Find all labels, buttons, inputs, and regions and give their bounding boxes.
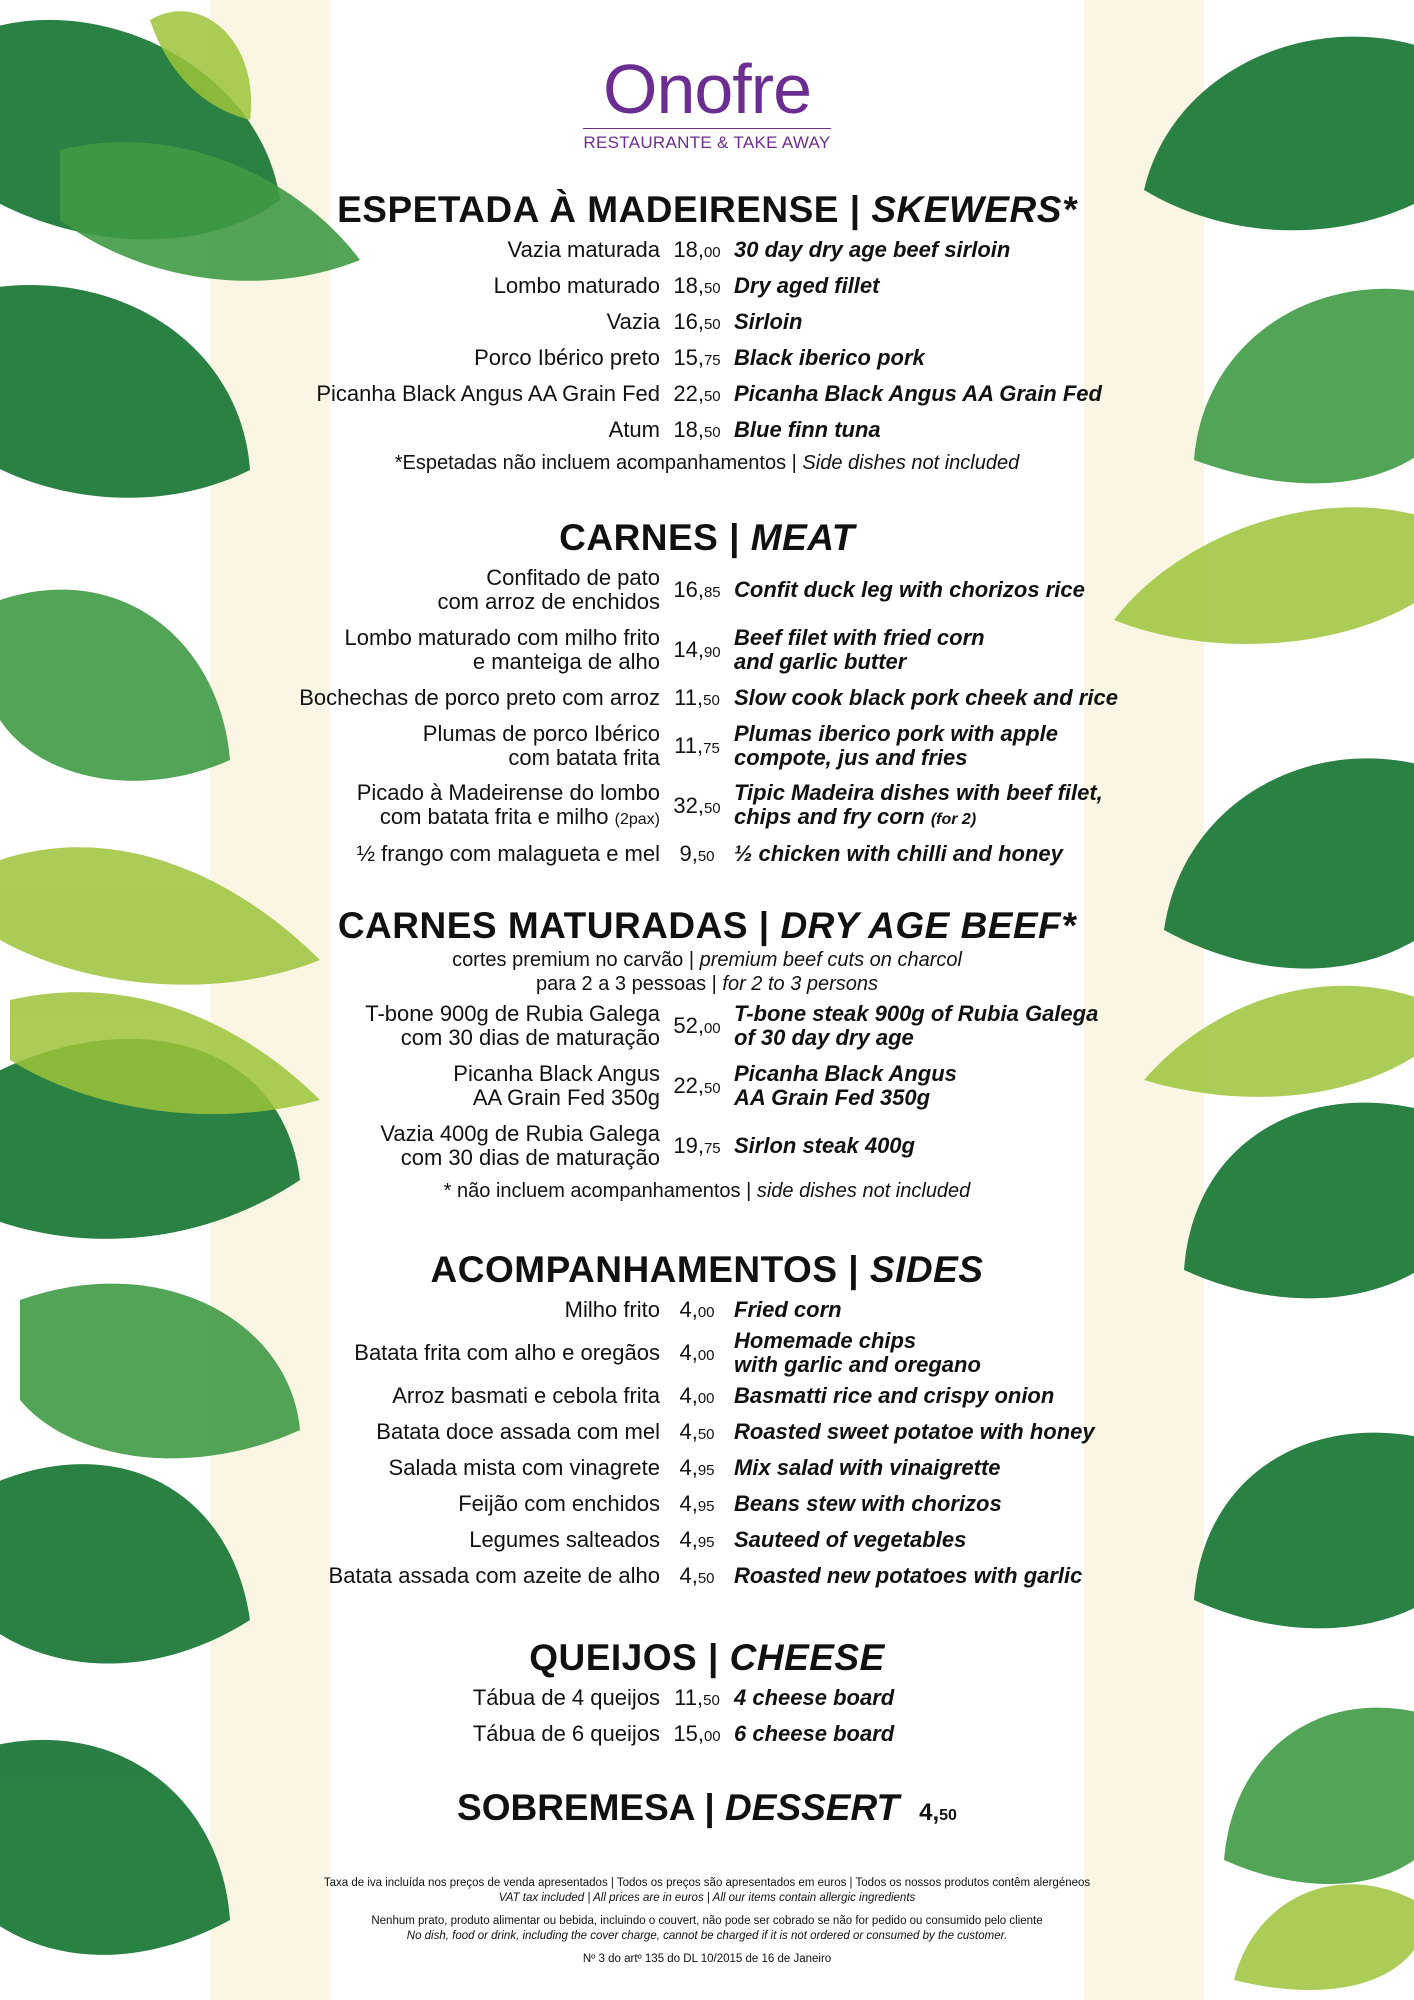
text-line: com 30 dias de maturação bbox=[400, 1145, 660, 1170]
text-line: Plumas iberico pork with apple bbox=[734, 721, 1058, 746]
item-name-pt: Feijão com enchidos bbox=[458, 1491, 660, 1516]
item-name-en bbox=[734, 626, 1174, 674]
section-title bbox=[230, 904, 1184, 948]
item-price bbox=[660, 1721, 734, 1747]
menu-item bbox=[230, 304, 1184, 340]
menu-item bbox=[230, 1450, 1184, 1486]
text-line: MEAT bbox=[750, 517, 855, 558]
item-name-en: Basmatti rice and crispy onion bbox=[734, 1383, 1055, 1408]
text-line: 00 bbox=[697, 1304, 715, 1321]
item-name-en: Sauteed of vegetables bbox=[734, 1527, 967, 1552]
menu-item bbox=[230, 1558, 1184, 1594]
menu-item bbox=[230, 1056, 1184, 1116]
item-name-pt bbox=[230, 1122, 660, 1170]
text-line: Side dishes not included bbox=[802, 452, 1020, 474]
item-price bbox=[660, 309, 734, 335]
text-line: chips and fry corn bbox=[734, 803, 931, 829]
menu-item bbox=[230, 232, 1184, 268]
item-name-pt: Milho frito bbox=[564, 1297, 660, 1322]
text-line: e manteiga de alho bbox=[472, 649, 660, 674]
text-line: Beef filet with fried corn bbox=[734, 625, 985, 650]
item-name-pt bbox=[230, 566, 660, 614]
menu-item bbox=[230, 1486, 1184, 1522]
item-name-en: Sirloin bbox=[734, 309, 803, 334]
text-line: 4, bbox=[919, 1799, 940, 1826]
text-line: 52, bbox=[673, 1013, 704, 1038]
text-line: SIDES bbox=[869, 1249, 984, 1290]
text-line: 00 bbox=[703, 1728, 721, 1745]
item-price bbox=[660, 1013, 734, 1039]
text-line: ESPETADA À MADEIRENSE | bbox=[337, 189, 872, 230]
item-name-en: Fried corn bbox=[734, 1297, 842, 1322]
section-title bbox=[230, 188, 1184, 232]
item-price bbox=[660, 841, 734, 867]
text-line: com 30 dias de maturação bbox=[400, 1025, 660, 1050]
text-line: DRY AGE BEEF* bbox=[780, 905, 1077, 946]
item-name-en: 6 cheese board bbox=[734, 1721, 895, 1746]
menu-item bbox=[230, 716, 1184, 776]
menu-item bbox=[230, 680, 1184, 716]
text-line: Homemade chips bbox=[734, 1328, 917, 1353]
text-line: T-bone 900g de Rubia Galega bbox=[365, 1001, 660, 1026]
text-line: AA Grain Fed 350g bbox=[472, 1085, 660, 1110]
menu-item bbox=[230, 376, 1184, 412]
item-name-en bbox=[734, 1134, 1174, 1158]
text-line: 18, bbox=[673, 417, 704, 442]
text-line: para 2 a 3 pessoas | bbox=[535, 973, 723, 995]
text-line: Picado à Madeirense do lombo bbox=[356, 779, 660, 805]
text-line: Nº 3 do artº 135 do DL 10/2015 de 16 de Janeiro bbox=[582, 1953, 832, 1965]
logo-wordmark: Onofre bbox=[603, 50, 811, 128]
section-meat bbox=[230, 516, 1184, 872]
restaurant-logo bbox=[230, 50, 1184, 153]
item-name-pt: Tábua de 4 queijos bbox=[472, 1685, 660, 1710]
item-name-en bbox=[734, 578, 1174, 602]
item-name-en bbox=[734, 1062, 1174, 1110]
text-line: 15, bbox=[673, 1721, 704, 1746]
item-name-pt: Vazia maturada bbox=[507, 237, 660, 262]
text-line: 50 bbox=[703, 280, 721, 297]
item-name-pt bbox=[230, 1002, 660, 1050]
text-line: com arroz de enchidos bbox=[437, 589, 660, 614]
item-price bbox=[660, 1419, 734, 1445]
text-line: DESSERT bbox=[725, 1787, 900, 1828]
text-line: com batata frita e milho bbox=[379, 803, 615, 829]
item-name-pt bbox=[230, 722, 660, 770]
menu-page bbox=[230, 0, 1184, 2000]
text-line: AA Grain Fed 350g bbox=[734, 1085, 931, 1110]
menu-item bbox=[230, 412, 1184, 448]
menu-item bbox=[230, 620, 1184, 680]
text-line: Plumas de porco Ibérico bbox=[422, 721, 660, 746]
item-name-en: Black iberico pork bbox=[734, 345, 925, 370]
text-line: Vazia 400g de Rubia Galega bbox=[380, 1121, 660, 1146]
item-name-pt: Salada mista com vinagrete bbox=[388, 1455, 660, 1480]
item-name-pt: Batata doce assada com mel bbox=[376, 1419, 660, 1444]
text-line: 4, bbox=[679, 1419, 698, 1444]
text-line: 4, bbox=[679, 1527, 698, 1552]
text-line: ACOMPANHAMENTOS | bbox=[430, 1249, 870, 1290]
item-name-en: Roasted new potatoes with garlic bbox=[734, 1563, 1083, 1588]
item-name-pt bbox=[230, 626, 660, 674]
section-title bbox=[230, 1248, 1184, 1292]
text-line: CARNES MATURADAS | bbox=[337, 905, 781, 946]
text-line: 32, bbox=[673, 793, 704, 818]
text-line: 50 bbox=[939, 1807, 957, 1824]
item-price bbox=[660, 637, 734, 663]
text-line: CHEESE bbox=[729, 1637, 885, 1678]
item-name-pt: Lombo maturado bbox=[493, 273, 660, 298]
section-title bbox=[230, 1786, 1184, 1838]
item-price bbox=[660, 1133, 734, 1159]
text-line: SOBREMESA | bbox=[457, 1787, 726, 1828]
item-name-pt: Legumes salteados bbox=[469, 1527, 660, 1552]
item-name-en bbox=[734, 722, 1174, 770]
section-note bbox=[230, 1178, 1184, 1204]
item-name-en: Blue finn tuna bbox=[734, 417, 881, 442]
text-line: 16, bbox=[673, 577, 704, 602]
text-line: compote, jus and fries bbox=[734, 745, 968, 770]
item-price bbox=[660, 685, 734, 711]
menu-item bbox=[230, 340, 1184, 376]
item-price bbox=[660, 1491, 734, 1517]
item-name-pt bbox=[230, 1062, 660, 1110]
text-line: 50 bbox=[703, 388, 721, 405]
item-name-en bbox=[734, 1002, 1174, 1050]
text-line: Picanha Black Angus bbox=[734, 1061, 957, 1086]
text-line: (for 2) bbox=[930, 810, 977, 828]
item-price bbox=[660, 237, 734, 263]
text-line: 4, bbox=[679, 1340, 698, 1365]
item-price bbox=[660, 1073, 734, 1099]
item-price bbox=[660, 345, 734, 371]
text-line: SKEWERS* bbox=[871, 189, 1077, 230]
item-name-en bbox=[734, 1329, 1174, 1377]
text-line: 4, bbox=[679, 1297, 698, 1322]
section-skewers bbox=[230, 188, 1184, 476]
text-line: Nenhum prato, produto alimentar ou bebida, incluindo o couvert, não pode ser cobrado se não for pedido ou consumido pelo cliente bbox=[371, 1915, 1043, 1927]
item-name-pt: Picanha Black Angus AA Grain Fed bbox=[316, 381, 660, 406]
item-price bbox=[660, 1527, 734, 1553]
text-line: Tipic Madeira dishes with beef filet, bbox=[734, 779, 1103, 805]
menu-item bbox=[230, 996, 1184, 1056]
text-line: and garlic butter bbox=[734, 649, 907, 674]
item-price bbox=[919, 1799, 957, 1826]
item-price bbox=[660, 273, 734, 299]
text-line: 00 bbox=[697, 1390, 715, 1407]
menu-item bbox=[230, 836, 1184, 872]
text-line: 22, bbox=[673, 381, 704, 406]
menu-item bbox=[230, 1522, 1184, 1558]
text-line: 4, bbox=[679, 1491, 698, 1516]
section-sides bbox=[230, 1248, 1184, 1594]
text-line: 16, bbox=[673, 309, 704, 334]
text-line: 11, bbox=[674, 1685, 704, 1710]
item-name-pt: Bochechas de porco preto com arroz bbox=[299, 685, 660, 710]
item-price bbox=[660, 1340, 734, 1366]
text-line: cortes premium no carvão | bbox=[452, 949, 700, 971]
text-line: 00 bbox=[703, 1020, 721, 1037]
item-name-en: Roasted sweet potatoe with honey bbox=[734, 1419, 1095, 1444]
text-line: of 30 day dry age bbox=[734, 1025, 914, 1050]
menu-item bbox=[230, 776, 1184, 836]
text-line: 50 bbox=[703, 1692, 720, 1709]
text-line: 15, bbox=[673, 345, 704, 370]
text-line: Sirlon steak 400g bbox=[734, 1133, 915, 1158]
text-line: 00 bbox=[697, 1347, 715, 1364]
text-line: 95 bbox=[697, 1462, 715, 1479]
text-line: Confitado de pato bbox=[486, 565, 660, 590]
text-line: with garlic and oregano bbox=[734, 1352, 981, 1377]
item-price bbox=[660, 793, 734, 819]
text-line: 50 bbox=[703, 316, 721, 333]
text-line: No dish, food or drink, including the cover charge, cannot be charged if it is not ordered or consumed by the customer. bbox=[406, 1930, 1008, 1942]
menu-item bbox=[230, 268, 1184, 304]
text-line: 75 bbox=[703, 740, 720, 757]
item-price bbox=[660, 1563, 734, 1589]
item-price bbox=[660, 381, 734, 407]
text-line: 4, bbox=[679, 1563, 698, 1588]
text-line: 11, bbox=[674, 685, 704, 710]
text-line: * não incluem acompanhamentos | bbox=[443, 1180, 757, 1202]
item-name-pt: Atum bbox=[608, 417, 660, 442]
text-line: Confit duck leg with chorizos rice bbox=[734, 577, 1085, 602]
text-line: premium beef cuts on charcol bbox=[699, 949, 962, 971]
text-line: T-bone steak 900g of Rubia Galega bbox=[734, 1001, 1099, 1026]
text-line: 19, bbox=[673, 1133, 704, 1158]
text-line: 50 bbox=[703, 692, 720, 709]
section-dry-age-beef bbox=[230, 904, 1184, 1204]
section-cheese bbox=[230, 1636, 1184, 1752]
item-price bbox=[660, 1685, 734, 1711]
text-line: 95 bbox=[697, 1534, 715, 1551]
text-line: 18, bbox=[673, 273, 704, 298]
item-price bbox=[660, 1455, 734, 1481]
section-note bbox=[230, 450, 1184, 476]
item-name-en: Slow cook black pork cheek and rice bbox=[734, 685, 1118, 710]
item-name-en: Dry aged fillet bbox=[734, 273, 880, 298]
item-price bbox=[660, 733, 734, 759]
text-line: 18, bbox=[673, 237, 704, 262]
logo-subtitle: RESTAURANTE & TAKE AWAY bbox=[583, 128, 830, 153]
text-line: 85 bbox=[703, 584, 721, 601]
text-line: 50 bbox=[703, 424, 721, 441]
text-line: com batata frita bbox=[508, 745, 660, 770]
text-line: 75 bbox=[703, 352, 721, 369]
item-name-pt: Batata frita com alho e oregãos bbox=[354, 1340, 660, 1365]
menu-item bbox=[230, 1328, 1184, 1378]
text-line: Taxa de iva incluída nos preços de venda apresentados | Todos os preços são apresentados em euros | Todos os nossos produtos contêm alergéneos bbox=[323, 1877, 1091, 1889]
item-name-en: Picanha Black Angus AA Grain Fed bbox=[734, 381, 1102, 406]
text-line: 00 bbox=[703, 244, 721, 261]
text-line: 90 bbox=[703, 644, 721, 661]
item-name-pt: Tábua de 6 queijos bbox=[472, 1721, 660, 1746]
text-line: Lombo maturado com milho frito bbox=[344, 625, 660, 650]
text-line: 9, bbox=[679, 841, 698, 866]
text-line: 95 bbox=[697, 1498, 715, 1515]
menu-item bbox=[230, 1292, 1184, 1328]
item-name-en bbox=[734, 781, 1174, 832]
menu-item bbox=[230, 1414, 1184, 1450]
text-line: side dishes not included bbox=[756, 1180, 971, 1202]
text-line: 4, bbox=[679, 1383, 698, 1408]
item-name-en: 4 cheese board bbox=[734, 1685, 895, 1710]
item-name-pt: Vazia bbox=[606, 309, 660, 334]
menu-item bbox=[230, 1378, 1184, 1414]
item-price bbox=[660, 417, 734, 443]
section-title bbox=[230, 516, 1184, 560]
text-line: 11, bbox=[674, 733, 704, 758]
legal-footer bbox=[230, 1876, 1184, 1967]
menu-item bbox=[230, 1716, 1184, 1752]
item-name-pt: ½ frango com malagueta e mel bbox=[356, 841, 660, 866]
item-name-en: ½ chicken with chilli and honey bbox=[734, 841, 1063, 866]
text-line: 22, bbox=[673, 1073, 704, 1098]
item-name-pt bbox=[230, 781, 660, 832]
text-line: for 2 to 3 persons bbox=[722, 973, 879, 995]
text-line: 4, bbox=[679, 1455, 698, 1480]
item-price bbox=[660, 1383, 734, 1409]
text-line: 50 bbox=[697, 848, 715, 865]
section-dessert bbox=[230, 1786, 1184, 1838]
text-line: 50 bbox=[697, 1570, 715, 1587]
menu-item bbox=[230, 1680, 1184, 1716]
text-line: 14, bbox=[673, 637, 704, 662]
item-name-pt: Porco Ibérico preto bbox=[474, 345, 660, 370]
text-line: QUEIJOS | bbox=[529, 1637, 730, 1678]
text-line: *Espetadas não incluem acompanhamentos | bbox=[394, 452, 803, 474]
section-subtitle bbox=[230, 972, 1184, 996]
item-name-en: Beans stew with chorizos bbox=[734, 1491, 1002, 1516]
menu-item bbox=[230, 560, 1184, 620]
item-name-pt: Arroz basmati e cebola frita bbox=[392, 1383, 660, 1408]
item-name-en: 30 day dry age beef sirloin bbox=[734, 237, 1011, 262]
text-line: 50 bbox=[703, 800, 721, 817]
text-line: CARNES | bbox=[559, 517, 751, 558]
text-line: 50 bbox=[697, 1426, 715, 1443]
menu-item bbox=[230, 1116, 1184, 1176]
text-line: 75 bbox=[703, 1140, 721, 1157]
text-line: Picanha Black Angus bbox=[453, 1061, 660, 1086]
item-price bbox=[660, 577, 734, 603]
text-line: (2pax) bbox=[614, 810, 660, 828]
section-subtitle bbox=[230, 948, 1184, 972]
item-name-pt: Batata assada com azeite de alho bbox=[328, 1563, 660, 1588]
item-price bbox=[660, 1297, 734, 1323]
section-title bbox=[230, 1636, 1184, 1680]
text-line: VAT tax included | All prices are in euros | All our items contain allergic ingredients bbox=[498, 1892, 916, 1904]
item-name-en: Mix salad with vinaigrette bbox=[734, 1455, 1001, 1480]
text-line: 50 bbox=[703, 1080, 721, 1097]
